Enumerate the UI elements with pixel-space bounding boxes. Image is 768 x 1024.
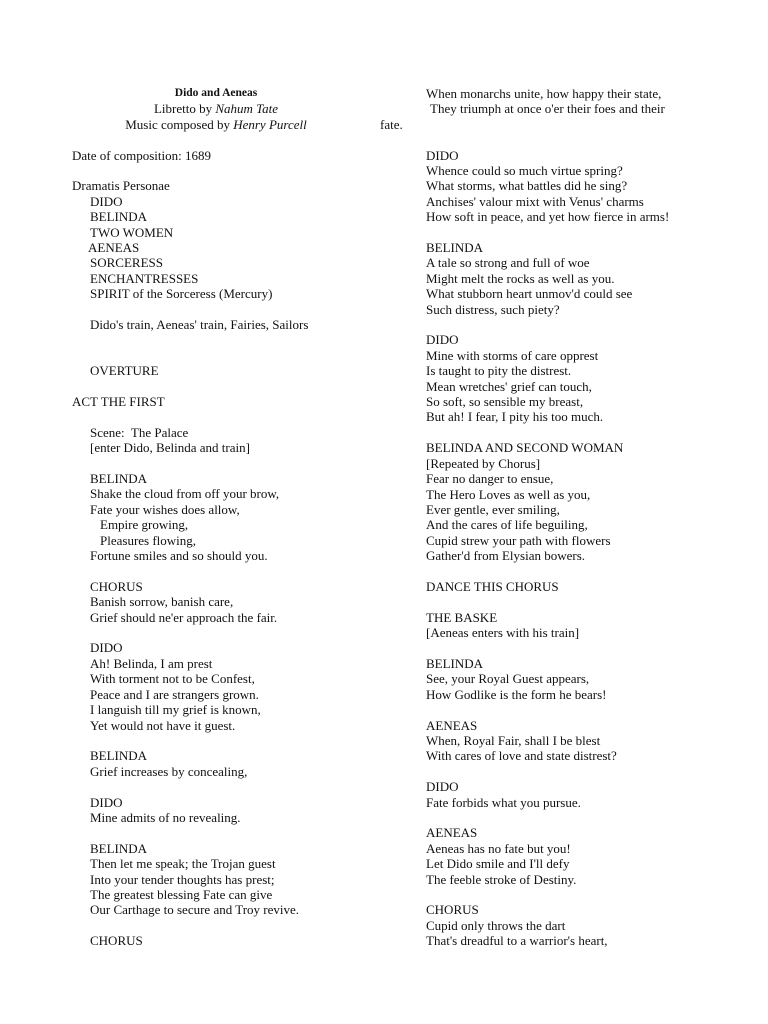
baske-heading: THE BASKE: [426, 609, 498, 625]
verse-line: And the cares of life beguiling,: [426, 517, 588, 533]
document-title: Dido and Aeneas: [174, 87, 258, 99]
verse-line: That's dreadful to a warrior's heart,: [426, 933, 608, 949]
verse-line: Whence could so much virtue spring?: [426, 163, 623, 179]
act-heading: ACT THE FIRST: [72, 394, 165, 410]
speaker-belinda: BELINDA: [90, 840, 148, 856]
verse-line: Mine with storms of care opprest: [426, 347, 599, 363]
character-dido: DIDO: [90, 193, 123, 209]
verse-line: Peace and I are strangers grown.: [90, 686, 259, 702]
composer-name: Henry Purcell: [233, 116, 307, 132]
trains-list: Dido's train, Aeneas' train, Fairies, Sailors: [90, 317, 309, 333]
librettist-name: Nahum Tate: [215, 101, 279, 117]
verse-line: How soft in peace, and yet how fierce in arms!: [426, 209, 670, 225]
speaker-belinda: BELINDA: [426, 655, 484, 671]
speaker-aeneas: AENEAS: [426, 717, 478, 733]
verse-line: Shake the cloud from off your brow,: [90, 486, 280, 502]
left-column: [72, 86, 402, 949]
verse-line: When monarchs unite, how happy their state,: [426, 86, 662, 101]
verse-line: Ever gentle, ever smiling,: [426, 501, 560, 517]
verse-line: Fear no danger to ensue,: [426, 471, 554, 487]
speaker-chorus: CHORUS: [426, 902, 479, 918]
libretto-credit: [72, 101, 360, 116]
speaker-belinda: BELINDA: [90, 471, 148, 487]
verse-line: Grief should ne'er approach the fair.: [90, 609, 278, 625]
verse-line: Cupid strew your path with flowers: [426, 532, 611, 548]
verse-line: Into your tender thoughts has prest;: [90, 871, 275, 887]
verse-line: With torment not to be Confest,: [90, 671, 255, 687]
verse-line: When, Royal Fair, shall I be blest: [426, 732, 601, 748]
verse-line: Fortune smiles and so should you.: [90, 548, 268, 564]
speaker-dido: DIDO: [426, 779, 459, 795]
verse-line: Let Dido smile and I'll defy: [426, 856, 570, 872]
dance-heading: DANCE THIS CHORUS: [426, 578, 559, 594]
verse-line: What stubborn heart unmov'd could see: [426, 286, 633, 302]
music-prefix: Music composed by: [125, 116, 234, 132]
verse-line: Such distress, such piety?: [426, 301, 560, 317]
verse-line: Grief increases by concealing,: [90, 763, 248, 779]
verse-line: The Hero Loves as well as you,: [426, 486, 591, 502]
character-sorceress: SORCERESS: [90, 255, 163, 271]
character-two-women: TWO WOMEN: [90, 224, 174, 240]
speaker-chorus: CHORUS: [90, 578, 143, 594]
verse-line: Gather'd from Elysian bowers.: [426, 548, 586, 564]
overture-heading: OVERTURE: [90, 363, 159, 379]
verse-line: Fate your wishes does allow,: [90, 501, 240, 517]
verse-line: Banish sorrow, banish care,: [90, 594, 234, 610]
libretto-prefix: Libretto by: [153, 101, 216, 117]
speaker-aeneas: AENEAS: [426, 825, 478, 841]
verse-line: What storms, what battles did he sing?: [426, 178, 628, 194]
speaker-belinda: BELINDA: [90, 748, 148, 764]
speaker-dido: DIDO: [426, 332, 459, 348]
speaker-chorus: CHORUS: [90, 933, 143, 949]
character-spirit: SPIRIT of the Sorceress (Mercury): [90, 286, 273, 302]
verse-line: Pleasures flowing,: [100, 532, 197, 548]
verse-line: Mean wretches' grief can touch,: [426, 378, 592, 394]
verse-line: Aeneas has no fate but you!: [426, 840, 571, 856]
verse-line: Empire growing,: [100, 517, 189, 533]
verse-line: How Godlike is the form he bears!: [426, 686, 607, 702]
stage-direction: [Aeneas enters with his train]: [426, 625, 580, 641]
verse-line: Yet would not have it guest.: [90, 717, 236, 733]
verse-line: A tale so strong and full of woe: [426, 255, 590, 271]
verse-line: Then let me speak; the Trojan guest: [90, 856, 276, 872]
verse-line: Anchises' valour mixt with Venus' charms: [426, 193, 644, 209]
music-credit: [72, 117, 360, 132]
speaker-dido: DIDO: [426, 147, 459, 163]
speaker-dido: DIDO: [90, 794, 123, 810]
verse-line: fate.: [380, 116, 403, 132]
verse-line: Might melt the rocks as well as you.: [426, 270, 615, 286]
verse-line: Ah! Belinda, I am prest: [90, 655, 213, 671]
character-enchantresses: ENCHANTRESSES: [90, 270, 199, 286]
scene-heading: Scene: The Palace: [90, 424, 189, 440]
speaker-belinda-and-second-woman: BELINDA AND SECOND WOMAN: [426, 440, 624, 456]
right-column: [380, 86, 708, 949]
speaker-belinda: BELINDA: [426, 240, 484, 256]
verse-line: They triumph at once o'er their foes and their: [430, 101, 665, 117]
character-belinda: BELINDA: [90, 209, 148, 225]
dramatis-heading: Dramatis Personae: [72, 178, 170, 194]
verse-line: Is taught to pity the distrest.: [426, 363, 572, 379]
verse-line: See, your Royal Guest appears,: [426, 671, 590, 687]
verse-line: Our Carthage to secure and Troy revive.: [90, 902, 300, 918]
stage-direction: [Repeated by Chorus]: [426, 455, 541, 471]
verse-line: Mine admits of no revealing.: [90, 809, 241, 825]
verse-line: I languish till my grief is known,: [90, 702, 261, 718]
verse-line: But ah! I fear, I pity his too much.: [426, 409, 604, 425]
verse-line: The feeble stroke of Destiny.: [426, 871, 577, 887]
date-of-composition: Date of composition: 1689: [72, 147, 212, 163]
speaker-dido: DIDO: [90, 640, 123, 656]
verse-line: Cupid only throws the dart: [426, 917, 566, 933]
character-aeneas: AENEAS: [88, 240, 140, 256]
stage-direction: [enter Dido, Belinda and train]: [90, 440, 250, 456]
verse-line: The greatest blessing Fate can give: [90, 886, 273, 902]
verse-line: With cares of love and state distrest?: [426, 748, 617, 764]
verse-line: So soft, so sensible my breast,: [426, 394, 584, 410]
verse-line: Fate forbids what you pursue.: [426, 794, 581, 810]
